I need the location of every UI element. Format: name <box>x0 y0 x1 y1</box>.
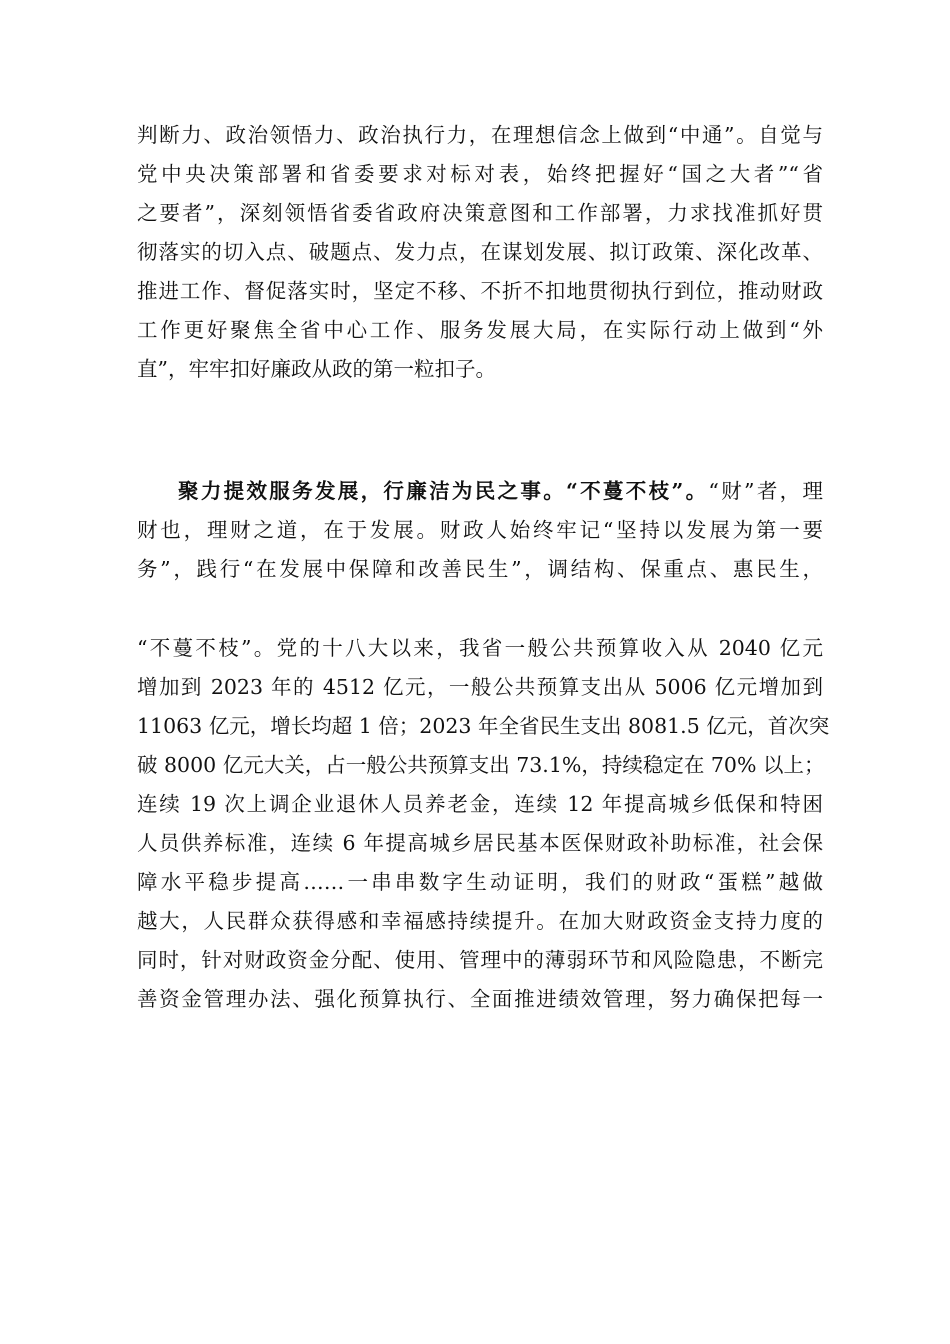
text-line: 同时，针对财政资金分配、使用、管理中的薄弱环节和风险隐患，不断完 <box>137 948 823 972</box>
text-line: 党中央决策部署和省委要求对标对表，始终把握好“国之大者”“省 <box>137 162 823 186</box>
text-segment: “财”者，理 <box>708 479 823 503</box>
text-line: 务”，践行“在发展中保障和改善民生”，调结构、保重点、惠民生， <box>137 557 823 581</box>
text-line: 判断力、政治领悟力、政治执行力，在理想信念上做到“中通”。自觉与 <box>137 123 823 147</box>
text-line: 工作更好聚焦全省中心工作、服务发展大局，在实际行动上做到“外 <box>137 318 823 342</box>
text-line: 财也，理财之道，在于发展。财政人始终牢记“坚持以发展为第一要 <box>137 518 823 542</box>
text-line: 越大，人民群众获得感和幸福感持续提升。在加大财政资金支持力度的 <box>137 909 823 933</box>
text-line: 推进工作、督促落实时，坚定不移、不折不扣地贯彻执行到位，推动财政 <box>137 279 823 303</box>
paragraph-heading: 聚力提效服务发展，行廉洁为民之事。“不蔓不枝”。 <box>178 479 709 503</box>
text-line: 11063 亿元，增长均超 1 倍；2023 年全省民生支出 8081.5 亿元，首次突 <box>137 714 830 738</box>
text-line: “不蔓不枝”。党的十八大以来，我省一般公共预算收入从 2040 亿元 <box>137 636 823 660</box>
text-line: 破 8000 亿元大关，占一般公共预算支出 73.1%，持续稳定在 70% 以上； <box>137 753 825 777</box>
text-line: 之要者”，深刻领悟省委省政府决策意图和工作部署，力求找准抓好贯 <box>137 201 823 225</box>
text-line: 彻落实的切入点、破题点、发力点，在谋划发展、拟订政策、深化改革、 <box>137 240 823 264</box>
text-line: 连续 19 次上调企业退休人员养老金，连续 12 年提高城乡低保和特困 <box>137 792 823 816</box>
text-line: 人员供养标准，连续 6 年提高城乡居民基本医保财政补助标准，社会保 <box>137 831 823 855</box>
paragraph-first-line <box>137 472 823 511</box>
text-line: 增加到 2023 年的 4512 亿元，一般公共预算支出从 5006 亿元增加到 <box>137 675 823 699</box>
text-line: 障水平稳步提高……一串串数字生动证明，我们的财政“蛋糕”越做 <box>137 870 823 894</box>
text-line: 善资金管理办法、强化预算执行、全面推进绩效管理，努力确保把每一 <box>137 987 823 1011</box>
text-line: 直”，牢牢扣好廉政从政的第一粒扣子。 <box>137 357 496 381</box>
